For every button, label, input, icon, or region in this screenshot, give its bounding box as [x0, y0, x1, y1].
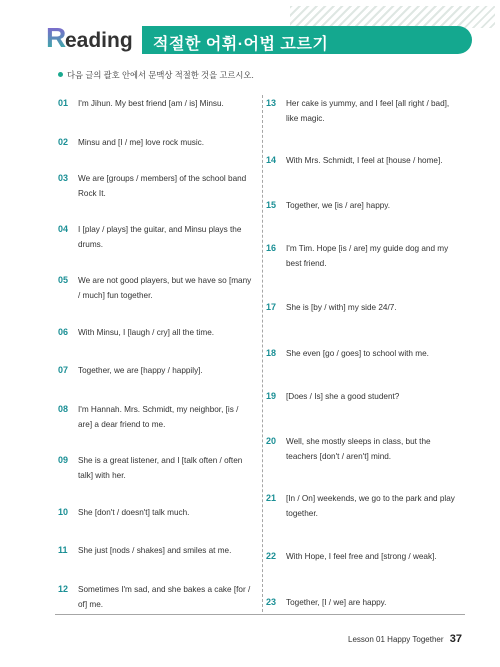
- footer-lesson: Lesson 01 Happy Together: [348, 635, 444, 644]
- question-number: 14: [266, 155, 277, 165]
- reading-logo: [44, 22, 144, 52]
- question-number: 02: [58, 137, 69, 147]
- question-number: 05: [58, 275, 69, 285]
- question-number: 03: [58, 173, 69, 183]
- instruction: [58, 69, 254, 81]
- question-text: With Minsu, I [laugh / cry] all the time.: [78, 328, 215, 337]
- instruction-text: 다음 글의 괄호 안에서 문맥상 적절한 것을 고르시오.: [67, 70, 254, 80]
- logo-first-letter: R: [46, 22, 67, 52]
- question-number: 11: [58, 545, 68, 555]
- question-number: 08: [58, 404, 69, 414]
- question-text: We are not good players, but we have so [many / much] fun together.: [78, 276, 252, 300]
- page-title: 적절한 어휘·어법 고르기: [153, 36, 329, 53]
- question-number: 22: [266, 551, 277, 561]
- question-number: 06: [58, 327, 69, 337]
- question-number: 09: [58, 455, 69, 465]
- question-text: I'm Hannah. Mrs. Schmidt, my neighbor, [is / are] a dear friend to me.: [78, 405, 239, 429]
- question-number: 07: [58, 365, 69, 375]
- question-number: 16: [266, 243, 277, 253]
- question-number: 20: [266, 436, 277, 446]
- question-text: She just [nods / shakes] and smiles at me.: [78, 546, 232, 555]
- question-text: Together, we are [happy / happily].: [78, 366, 203, 375]
- question-text: She even [go / goes] to school with me.: [286, 349, 429, 358]
- question-number: 21: [266, 493, 277, 503]
- question-text: With Mrs. Schmidt, I feel at [house / home].: [286, 156, 443, 165]
- question-text: I'm Jihun. My best friend [am / is] Minsu.: [78, 99, 224, 108]
- question-number: 01: [58, 98, 69, 108]
- question-number: 18: [266, 348, 277, 358]
- page-number: 37: [449, 633, 462, 645]
- logo-rest: eading: [65, 29, 133, 52]
- question-text: We are [groups / members] of the school band Rock It.: [78, 174, 247, 198]
- question-text: I'm Tim. Hope [is / are] my guide dog and my best friend.: [286, 244, 449, 268]
- bullet-icon: [58, 72, 63, 77]
- bottom-divider: [55, 614, 465, 615]
- question-number: 23: [266, 597, 277, 607]
- question-number: 10: [58, 507, 69, 517]
- question-text: She [don't / doesn't] talk much.: [78, 508, 190, 517]
- question-text: [In / On] weekends, we go to the park and play together.: [286, 494, 455, 518]
- question-text: Together, we [is / are] happy.: [286, 201, 391, 210]
- question-number: 15: [266, 200, 277, 210]
- question-text: Minsu and [I / me] love rock music.: [78, 138, 205, 147]
- question-number: 12: [58, 584, 69, 594]
- question-number: 19: [266, 391, 277, 401]
- page-footer: [348, 633, 462, 645]
- question-number: 13: [266, 98, 277, 108]
- question-text: Sometimes I'm sad, and she bakes a cake [for / of] me.: [78, 585, 251, 609]
- column-divider: [262, 95, 263, 612]
- question-number: 04: [58, 224, 69, 234]
- question-text: She is [by / with] my side 24/7.: [286, 303, 397, 312]
- question-number: 17: [266, 302, 277, 312]
- question-text: With Hope, I feel free and [strong / weak].: [286, 552, 437, 561]
- question-text: Together, [I / we] are happy.: [286, 598, 387, 607]
- question-text: Well, she mostly sleeps in class, but the teachers [don't / aren't] mind.: [286, 437, 431, 461]
- question-text: [Does / Is] she a good student?: [286, 392, 400, 401]
- question-text: She is a great listener, and I [talk often / often talk] with her.: [78, 456, 243, 480]
- question-text: Her cake is yummy, and I feel [all right / bad], like magic.: [286, 99, 450, 123]
- header-decorative-stripes: [290, 6, 495, 28]
- question-text: I [play / plays] the guitar, and Minsu plays the drums.: [78, 225, 242, 249]
